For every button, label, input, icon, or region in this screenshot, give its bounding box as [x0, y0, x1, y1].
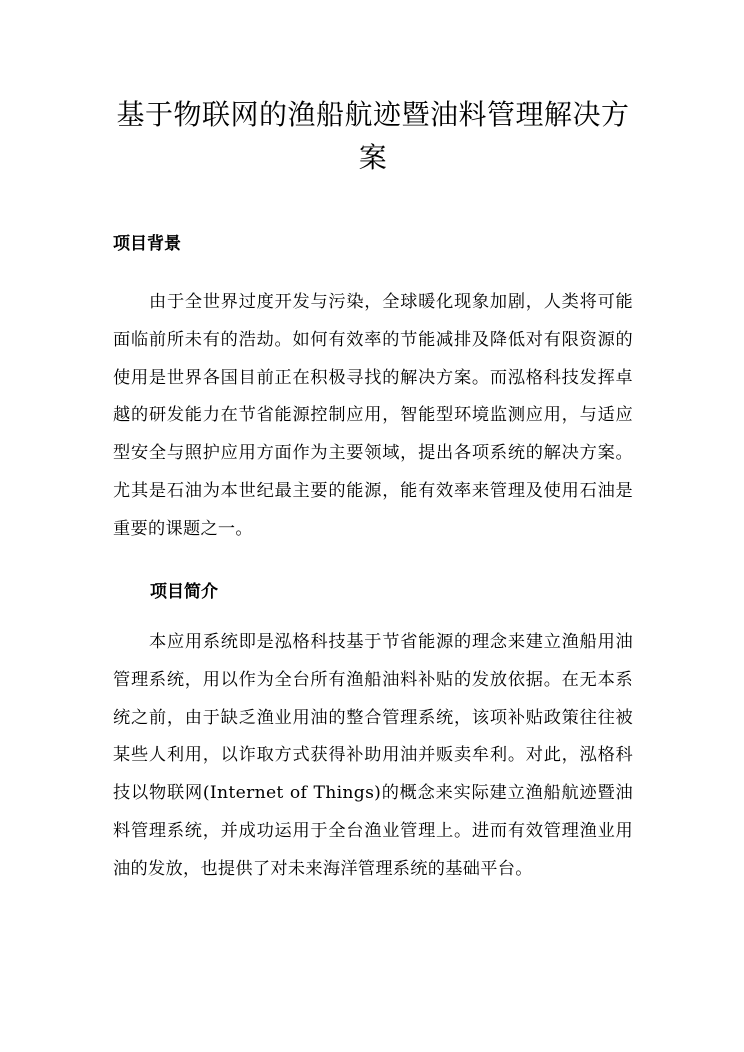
section-heading-introduction: 项目简介 — [150, 582, 218, 602]
section-paragraph-background: 由于全世界过度开发与污染，全球暖化现象加剧，人类将可能面临前所未有的浩劫。如何有效率的节能减排及降低对有限资源的使用是世界各国目前正在积极寻找的解决方案。而泓格科技发挥卓越的研发能力在节省能源控制应用，智能型环境监测应用，与适应型安全与照护应用方面作为主要领域，提出各项系统的解决方案。尤其是石油为本世纪最主要的能源，能有效率来管理及使用石油是重要的课题之一。 — [113, 292, 633, 539]
document-title: 基于物联网的渔船航迹暨油料管理解决方案 — [116, 98, 630, 174]
section-paragraph-introduction: 本应用系统即是泓格科技基于节省能源的理念来建立渔船用油管理系统，用以作为全台所有渔船油料补贴的发放依据。在无本系统之前，由于缺乏渔业用油的整合管理系统，该项补贴政策往往被某些人利用，以诈取方式获得补助用油并贩卖牟利。对此，泓格科技以物联网(Internet of Things)的概念来实际建立渔船航迹暨油料管理系统，并成功运用于全台渔业管理上。进而有效管理渔业用油的发放，也提供了对未来海洋管理系统的基础平台。 — [113, 632, 633, 879]
section-heading-background: 项目背景 — [113, 234, 181, 254]
